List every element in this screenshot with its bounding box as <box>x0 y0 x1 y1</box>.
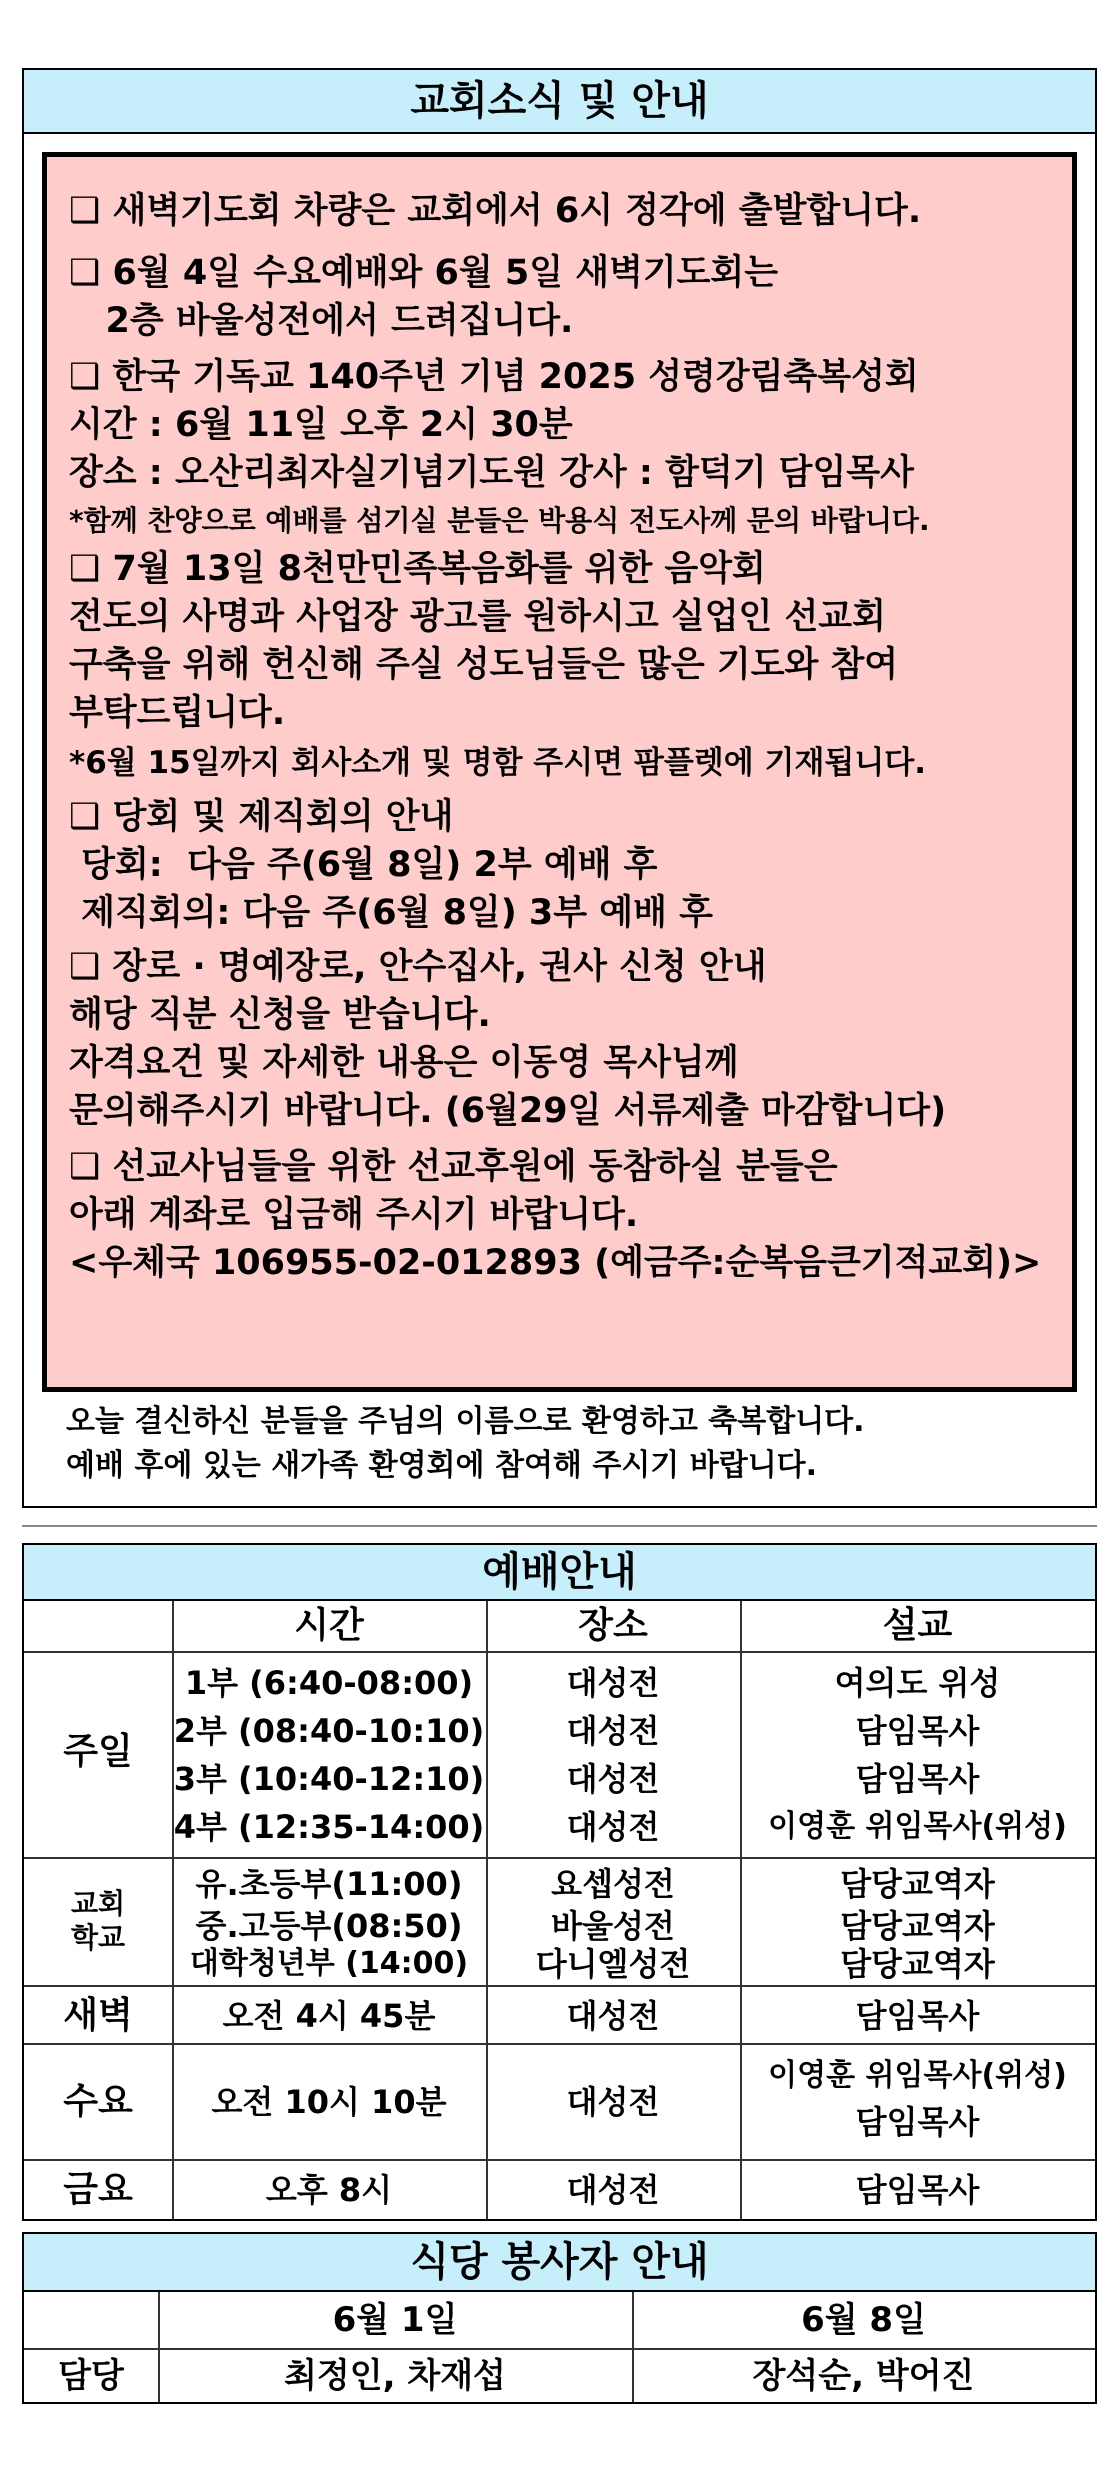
notice-line: <우체국 106955-02-012893 (예금주:순복음큰기적교회)> <box>69 1243 1042 1283</box>
time-cell: 중.고등부(08:50) <box>195 1907 463 1945</box>
preacher-cell: 담임목사 <box>855 1997 980 2035</box>
cafeteria-volunteers-section <box>22 2232 1097 2404</box>
notice-line: 전도의 사명과 사업장 광고를 원하시고 실업인 선교회 <box>69 597 886 637</box>
time-cell: 유.초등부(11:00) <box>195 1865 463 1903</box>
time-cell: 대학청년부 (14:00) <box>189 1946 469 1981</box>
notices-box <box>42 152 1077 1392</box>
notice-line: 당회: 다음 주(6월 8일) 2부 예배 후 <box>69 845 658 885</box>
preacher-cell: 담당교역자 <box>840 1945 995 1983</box>
preacher-cell: 담임목사 <box>855 1760 980 1798</box>
time-cell: 오전 10시 10분 <box>211 2083 447 2121</box>
header-place: 장소 <box>578 1605 648 1646</box>
place-cell: 대성전 <box>566 1664 660 1702</box>
preacher-cell: 담임목사 <box>855 1712 980 1750</box>
notice-line: 장소 : 오산리최자실기념기도원 강사 : 함덕기 담임목사 <box>69 453 914 493</box>
notice-line: 시간 : 6월 11일 오후 2시 30분 <box>69 405 573 445</box>
notice-line: *6월 15일까지 회사소개 및 명함 주시면 팜플렛에 기재됩니다. <box>69 745 927 781</box>
notice-line: *함께 찬양으로 예배를 섬기실 분들은 박용식 전도사께 문의 바랍니다. <box>69 504 930 537</box>
worship-table <box>24 1601 1095 2219</box>
time-cell: 3부 (10:40-12:10) <box>173 1760 485 1798</box>
cafeteria-date: 6월 1일 <box>332 2300 458 2340</box>
notice-line: 부탁드립니다. <box>69 693 286 733</box>
cafeteria-volunteers: 장석순, 박어진 <box>752 2356 975 2396</box>
category-friday: 금요 <box>63 2169 133 2210</box>
cafeteria-date: 6월 8일 <box>801 2300 926 2340</box>
place-cell: 대성전 <box>566 2083 660 2121</box>
time-cell: 1부 (6:40-08:00) <box>184 1664 474 1702</box>
cafeteria-row-label: 담당 <box>58 2356 124 2396</box>
welcome-line: 오늘 결신하신 분들을 주님의 이름으로 환영하고 축복합니다. <box>66 1404 865 1439</box>
notice-line: 구축을 위해 헌신해 주실 성도님들은 많은 기도와 참여 <box>69 645 899 685</box>
notice-line: 자격요건 및 자세한 내용은 이동영 목사님께 <box>69 1043 739 1083</box>
notice-line: ❑ 선교사님들을 위한 선교후원에 동참하실 분들은 <box>69 1147 838 1187</box>
worship-title: 예배안내 <box>24 1545 1095 1601</box>
preacher-cell: 담임목사 <box>855 2171 980 2209</box>
time-cell: 오전 4시 45분 <box>222 1997 436 2035</box>
notice-line: ❑ 새벽기도회 차량은 교회에서 6시 정각에 출발합니다. <box>69 191 922 231</box>
preacher-cell: 담임목사 <box>855 2103 980 2141</box>
notice-line: ❑ 7월 13일 8천만민족복음화를 위한 음악회 <box>69 549 766 589</box>
preacher-cell: 이영훈 위임목사(위성) <box>768 1809 1067 1844</box>
cafeteria-volunteers: 최정인, 차재섭 <box>284 2356 506 2396</box>
time-cell: 오후 8시 <box>265 2171 393 2209</box>
preacher-cell: 담당교역자 <box>840 1865 995 1903</box>
place-cell: 바울성전 <box>551 1907 675 1945</box>
notice-line: 아래 계좌로 입금해 주시기 바랍니다. <box>69 1195 639 1235</box>
notice-line: ❑ 6월 4일 수요예배와 6월 5일 새벽기도회는 <box>69 253 779 293</box>
header-time: 시간 <box>294 1605 364 1646</box>
worship-schedule-section <box>22 1543 1097 2221</box>
section-divider <box>22 1525 1097 1527</box>
place-cell: 대성전 <box>566 1760 660 1798</box>
time-cell: 4부 (12:35-14:00) <box>173 1808 485 1846</box>
welcome-line: 예배 후에 있는 새가족 환영회에 참여해 주시기 바랍니다. <box>66 1448 818 1483</box>
place-cell: 대성전 <box>566 1808 660 1846</box>
place-cell: 대성전 <box>566 1712 660 1750</box>
preacher-cell: 담당교역자 <box>840 1907 995 1945</box>
place-cell: 대성전 <box>566 1997 660 2035</box>
notice-line: 문의해주시기 바랍니다. (6월29일 서류제출 마감합니다) <box>69 1091 947 1131</box>
notices-title: 교회소식 및 안내 <box>24 70 1095 134</box>
church-notices-section <box>22 68 1097 1508</box>
category-dawn: 새벽 <box>63 1995 133 2036</box>
notice-line: 2층 바울성전에서 드려집니다. <box>69 301 574 341</box>
preacher-cell: 여의도 위성 <box>834 1664 1001 1702</box>
category-wednesday: 수요 <box>63 2081 133 2122</box>
notice-line: ❑ 한국 기독교 140주년 기념 2025 성령강림축복성회 <box>69 357 919 397</box>
category-sunday: 주일 <box>63 1731 133 1772</box>
time-cell: 2부 (08:40-10:10) <box>173 1712 485 1750</box>
place-cell: 요셉성전 <box>551 1865 675 1903</box>
place-cell: 다니엘성전 <box>535 1945 691 1983</box>
place-cell: 대성전 <box>566 2171 660 2209</box>
preacher-cell: 이영훈 위임목사(위성) <box>768 2058 1067 2093</box>
header-preacher: 설교 <box>882 1605 953 1646</box>
category-church-school: 교회 학교 <box>70 1887 126 1954</box>
notice-line: ❑ 장로 · 명예장로, 안수집사, 권사 신청 안내 <box>69 947 767 987</box>
notice-line: 제직회의: 다음 주(6월 8일) 3부 예배 후 <box>69 893 713 933</box>
notice-line: ❑ 당회 및 제직회의 안내 <box>69 797 454 837</box>
cafeteria-title: 식당 봉사자 안내 <box>24 2234 1095 2292</box>
notice-line: 해당 직분 신청을 받습니다. <box>69 995 491 1035</box>
